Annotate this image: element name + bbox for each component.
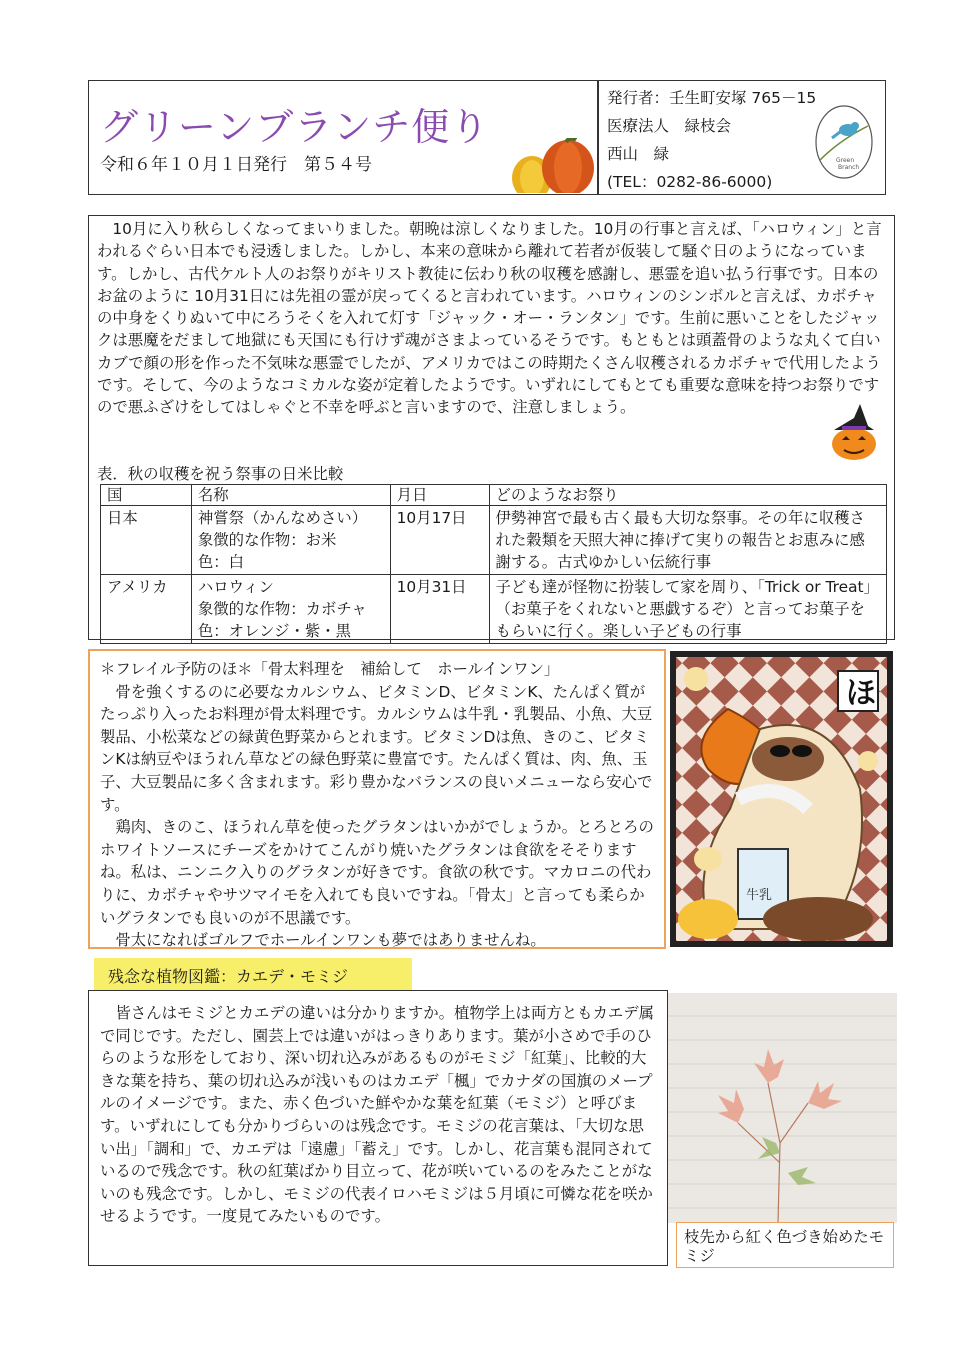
momiji-photo	[668, 993, 897, 1223]
intro-paragraph: 10月に入り秋らしくなってまいりました。朝晩は涼しくなりました。10月の行事と言えば、「ハロウィン」と言われるぐらい日本でも浸透しました。しかし、本来の意味から離れて若者が仮装して騒ぐ日のようになっています。しかし、古代ケルト人のお祭りがキリスト教徒に伝わり秋の収穫を感謝し、悪霊を追い払う行事です。日本のお盆のように 10月31日には先祖の霊が戻ってくると言われています。ハロウィンのシンボルと言えば、カボチャの中身をくりぬいて中にろうそくを入れて灯す「ジャック・オー・ランタン」です。生前に悪いことをしたジャックは悪魔をだまして地獄にも天国にも行けず魂がさまよっているそうです。もともとは頭蓋骨のような丸くて白いカブで顔の形を作った不気味な悪霊でしたが、アメリカではこの時期たくさん収穫されるカボチャで代用したようです。そして、今のようなコミカルな姿が定着したようです。いずれにしてもとても重要な意味を持つお祭りですので悪ふざけをしてはしゃぐと不幸を呼ぶと言いますので、注意しましょう。	[97, 220, 882, 417]
frail-paragraph: 鶏肉、きのこ、ほうれん草を使ったグラタンはいかがでしょうか。とろとろのホワイトソースにチーズをかけてこんがり焼いたグラタンは食欲をそそりますね。私は、ニンニク入りのグラタンが好きです。食欲の秋です。マカロニの代わりに、カボチャやサツマイモを入れても良いですね。「骨太」と言っても柔らかいグラタンでも良いのが不思議です。	[100, 818, 654, 927]
festival-crop: 象徴的な作物：お米	[197, 531, 337, 549]
jack-o-lantern-icon	[828, 400, 880, 462]
plant-section-title: 残念な植物図鑑：カエデ・モミジ	[108, 967, 349, 986]
issue-info: 令和６年１０月１日発行 第５４号	[100, 155, 372, 175]
cell-country: 日本	[101, 506, 192, 575]
publisher-name: 西山 緑	[607, 145, 670, 163]
publisher-address: 発行者：壬生町安塚 765－15	[607, 89, 817, 107]
table-header-row	[101, 485, 887, 506]
pumpkin-photo	[508, 138, 596, 193]
publisher-phone: (TEL：0282-86-6000)	[607, 173, 773, 191]
cell-date: 10月17日	[390, 506, 489, 575]
cell-date: 10月31日	[390, 575, 489, 644]
festival-crop: 象徴的な作物：カボチャ	[197, 600, 367, 618]
intro-text	[97, 218, 887, 419]
karuta-illustration	[668, 649, 895, 949]
publisher-corporation: 医療法人 緑枝会	[607, 117, 732, 135]
column-header-date: 月日	[390, 485, 489, 506]
festival-name: 神嘗祭（かんなめさい）	[197, 509, 368, 527]
logo-text-green: Green	[836, 157, 855, 164]
frail-heading: ＊フレイル予防のほ＊「骨太料理を 補給して ホールインワン」	[100, 660, 560, 678]
table-caption: 表．秋の収穫を祝う祭事の日米比較	[97, 465, 344, 483]
column-header-description: どのようなお祭り	[489, 485, 886, 506]
cell-name	[191, 506, 390, 575]
cell-name	[191, 575, 390, 644]
photo-caption: 枝先から紅く色づき始めたモミジ	[684, 1228, 885, 1265]
table-row	[101, 575, 887, 644]
milk-carton-label: 牛乳	[746, 888, 773, 903]
logo-text-branch: Branch	[838, 164, 860, 171]
cell-country: アメリカ	[101, 575, 192, 644]
column-header-country: 国	[101, 485, 192, 506]
frail-prevention-text	[100, 658, 658, 952]
newsletter-title: グリーンブランチ便り	[100, 105, 490, 149]
festival-color: 色：オレンジ・紫・黒	[197, 622, 352, 640]
festival-comparison-table	[100, 484, 887, 644]
table-row	[101, 506, 887, 575]
frail-paragraph: 骨を強くするのに必要なカルシウム、ビタミンD、ビタミンK、たんぱく質がたっぷり入ったお料理が骨太料理です。カルシウムは牛乳・乳製品、小魚、大豆製品、小松菜などの緑黄色野菜からとれます。ビタミンDは魚、きのこ、ビタミンKは納豆やほうれん草などの緑色野菜に豊富です。たんぱく質は、肉、魚、玉子、大豆製品に多く含まれます。彩り豊かなバランスの良いメニューなら安心です。	[100, 682, 653, 814]
cell-description: 子ども達が怪物に扮装して家を周り、「Trick or Treat」（お菓子をくれないと悪戯するぞ）と言ってお菓子をもらいに行く。楽しい子どもの行事	[489, 575, 886, 644]
karuta-char: ほ	[846, 676, 876, 711]
frail-paragraph: 骨太になればゴルフでホールインワンも夢ではありませんね。	[100, 931, 546, 950]
festival-name: ハロウィン	[197, 578, 274, 596]
column-header-name: 名称	[191, 485, 390, 506]
bird-logo-icon	[812, 102, 876, 182]
cell-description: 伊勢神宮で最も古く最も大切な祭事。その年に収穫された穀類を天照大神に捧げて実りの報告とお恵みに感謝する。古式ゆかしい伝統行事	[489, 506, 886, 575]
plant-paragraph: 皆さんはモミジとカエデの違いは分かりますか。植物学上は両方ともカエデ属で同じです。ただし、園芸上では違いがはっきりあります。葉が小さめで手のひらのような形をしており、深い切れ込みがあるものがモミジ「紅葉」、比較的大きな葉を持ち、葉の切れ込みが浅いものはカエデ「楓」でカナダの国旗のメープルのイメージです。また、赤く色づいた鮮やかな葉を紅葉（モミジ）と呼びます。いずれにしても分かりづらいのは残念です。モミジの花言葉は、「大切な思い出」「調和」で、カエデは「遠慮」「蓄え」です。しかし、花言葉も混同されているので残念です。秋の紅葉ばかり目立って、花が咲いているのをみたことがないのも残念です。しかし、モミジの代表イロハモミジは５月頃に可憐な花を咲かせるようです。一度見てみたいものです。	[100, 1004, 655, 1226]
festival-color: 色：白	[197, 553, 245, 571]
